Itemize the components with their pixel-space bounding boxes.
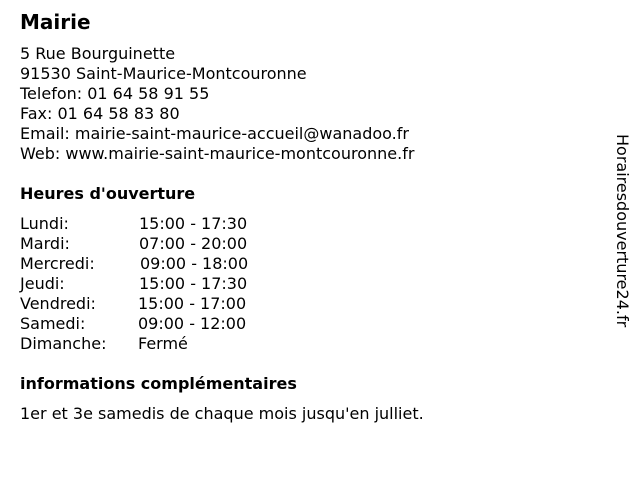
day-label: Mardi: <box>20 234 70 253</box>
day-label: Mercredi: <box>20 254 95 273</box>
time-range: 15:00 - 17:30 <box>139 214 248 233</box>
fax-number: Fax: 01 64 58 83 80 <box>20 104 180 123</box>
day-label: Samedi: <box>20 314 86 333</box>
additional-info-heading: informations complémentaires <box>20 374 297 393</box>
day-label: Jeudi: <box>20 274 65 293</box>
site-watermark-label: Horairesdouverture24.fr <box>613 134 632 328</box>
time-range: 07:00 - 20:00 <box>139 234 248 253</box>
day-label: Dimanche: <box>20 334 107 353</box>
street-address: 5 Rue Bourguinette <box>20 44 176 63</box>
opening-hours-heading: Heures d'ouverture <box>20 184 196 203</box>
time-range: 15:00 - 17:00 <box>138 294 247 313</box>
day-label: Vendredi: <box>20 294 96 313</box>
time-range: 09:00 - 12:00 <box>138 314 247 333</box>
city-address: 91530 Saint-Maurice-Montcouronne <box>20 64 307 83</box>
page-title: Mairie <box>20 10 91 34</box>
email-address: Email: mairie-saint-maurice-accueil@wanadoo.fr <box>20 124 409 143</box>
additional-info-text: 1er et 3e samedis de chaque mois jusqu'en julliet. <box>20 404 424 423</box>
time-range: 15:00 - 17:30 <box>139 274 248 293</box>
time-range: Fermé <box>138 334 188 353</box>
phone-number: Telefon: 01 64 58 91 55 <box>20 84 210 103</box>
day-label: Lundi: <box>20 214 69 233</box>
time-range: 09:00 - 18:00 <box>140 254 249 273</box>
contact-block <box>20 44 414 164</box>
website-address: Web: www.mairie-saint-maurice-montcouronne.fr <box>20 144 415 163</box>
